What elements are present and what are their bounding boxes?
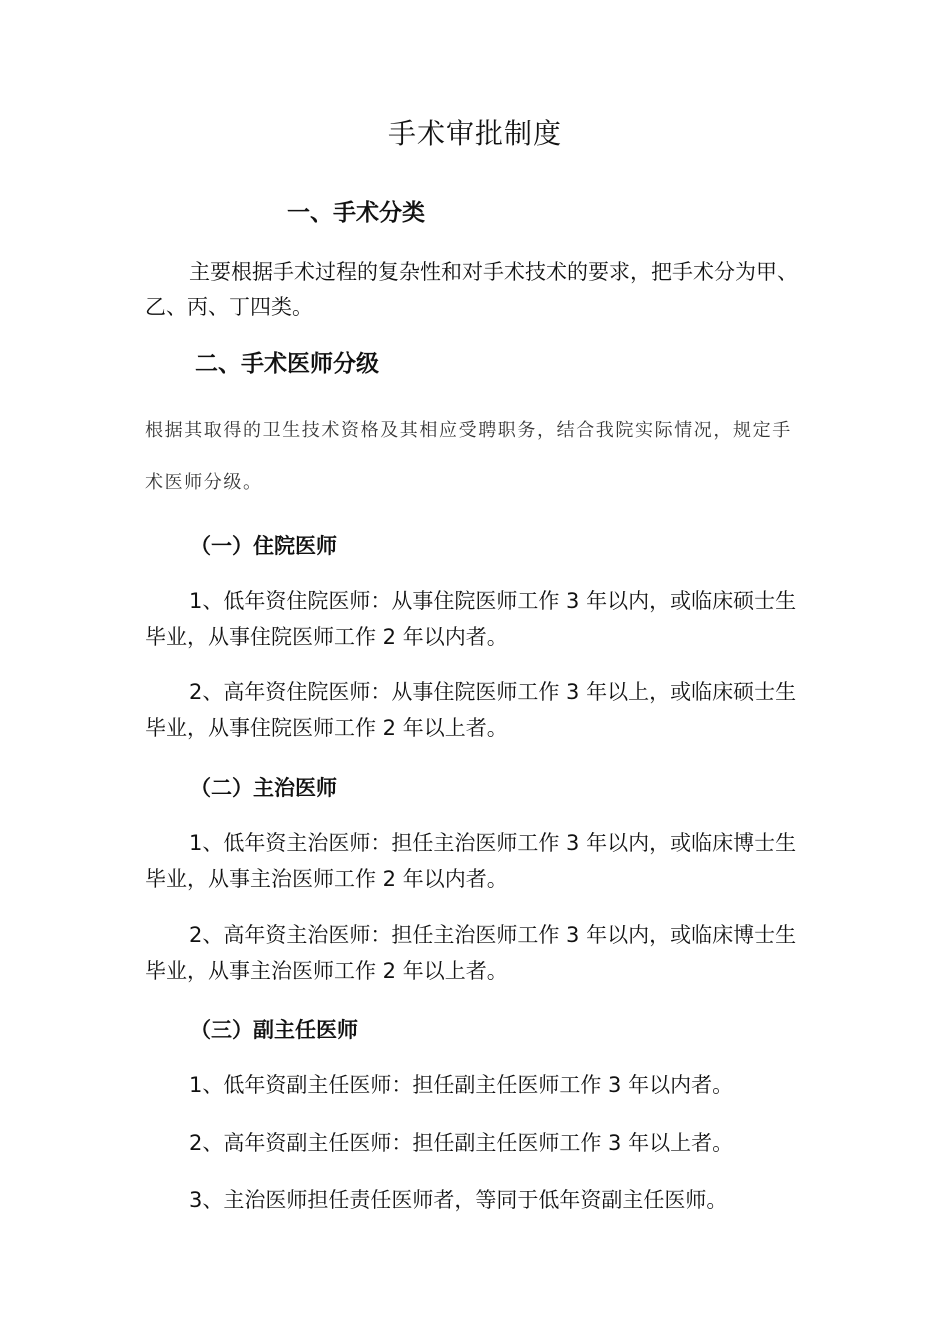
section-intro-surgeon-levels: 根据其取得的卫生技术资格及其相应受聘职务，结合我院实际情况，规定手术医师分级。 (145, 420, 792, 493)
list-item: 2、高年资住院医师：从事住院医师工作 3 年以上，或临床硕士生毕业，从事住院医师工作 2 年以上者。 (145, 680, 797, 740)
subsection-heading-associate-chief: （三）副主任医师 (190, 1018, 358, 1042)
subsection-heading-attending: （二）主治医师 (190, 776, 337, 800)
section-body-classification: 主要根据手术过程的复杂性和对手术技术的要求，把手术分为甲、乙、丙、丁四类。 (145, 260, 798, 319)
section-heading-classification: 一、手术分类 (287, 200, 425, 226)
document-title: 手术审批制度 (387, 117, 562, 150)
section-heading-surgeon-levels: 二、手术医师分级 (195, 351, 379, 377)
list-item: 1、低年资主治医师：担任主治医师工作 3 年以内，或临床博士生毕业，从事主治医师工作 2 年以内者。 (145, 831, 797, 891)
subsection-heading-resident: （一）住院医师 (190, 534, 337, 558)
list-item: 3、主治医师担任责任医师者，等同于低年资副主任医师。 (189, 1188, 728, 1212)
list-item: 2、高年资副主任医师：担任副主任医师工作 3 年以上者。 (189, 1131, 734, 1155)
list-item: 2、高年资主治医师：担任主治医师工作 3 年以内，或临床博士生毕业，从事主治医师工作 2 年以上者。 (145, 923, 797, 983)
list-item: 1、低年资住院医师：从事住院医师工作 3 年以内，或临床硕士生毕业，从事住院医师工作 2 年以内者。 (145, 589, 797, 649)
list-item: 1、低年资副主任医师：担任副主任医师工作 3 年以内者。 (189, 1073, 734, 1097)
